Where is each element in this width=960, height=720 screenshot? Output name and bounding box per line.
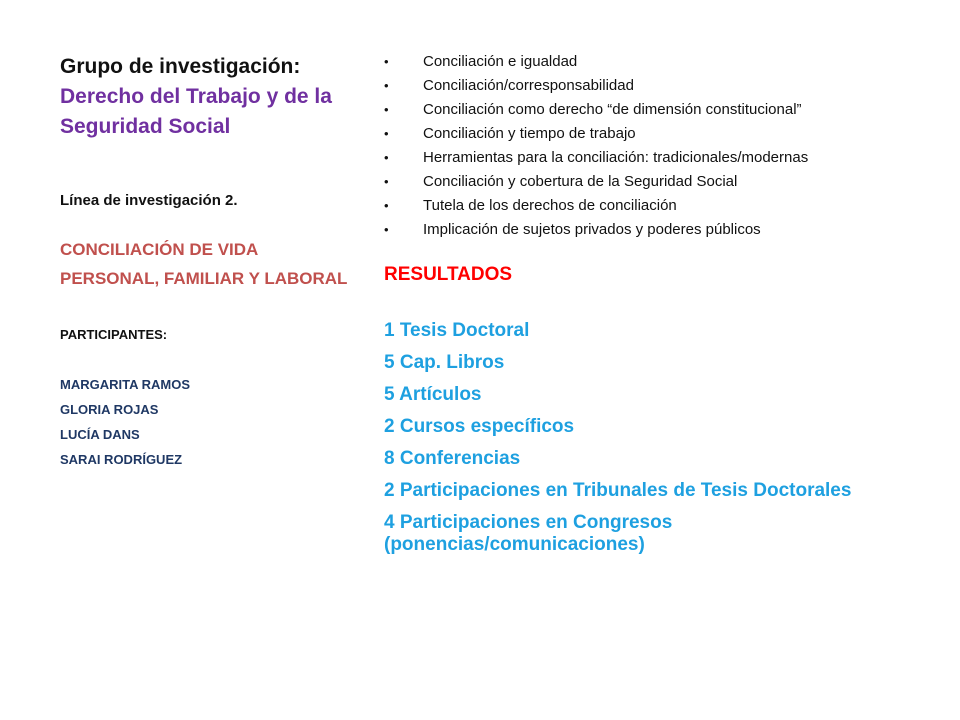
- research-line-label: Línea de investigación 2.: [60, 192, 238, 209]
- bullet-text: Conciliación y tiempo de trabajo: [423, 125, 636, 142]
- bullet-item: [384, 170, 924, 194]
- bullet-icon: •: [384, 78, 389, 93]
- bullet-text: Conciliación y cobertura de la Seguridad Social: [423, 173, 738, 190]
- group-title: Grupo de investigación:: [60, 55, 301, 78]
- bullet-icon: •: [384, 222, 389, 237]
- bullet-icon: •: [384, 198, 389, 213]
- bullet-text: Conciliación/corresponsabilidad: [423, 77, 634, 94]
- bullet-item: [384, 146, 924, 170]
- participant-item: GLORIA ROJAS: [60, 402, 159, 417]
- participant-item: LUCÍA DANS: [60, 427, 140, 442]
- bullet-text: Conciliación e igualdad: [423, 53, 578, 70]
- left-column: [60, 52, 350, 472]
- bullet-item: [384, 122, 924, 146]
- bullet-item: [384, 218, 924, 242]
- result-item: 1 Tesis Doctoral: [384, 320, 530, 341]
- result-item: 2 Participaciones en Tribunales de Tesis Doctorales: [384, 480, 852, 501]
- research-topic: CONCILIACIÓN DE VIDA PERSONAL, FAMILIAR Y LABORAL: [60, 240, 348, 288]
- result-item: 8 Conferencias: [384, 448, 521, 469]
- bullet-icon: •: [384, 126, 389, 141]
- bullet-text: Implicación de sujetos privados y poderes públicos: [423, 221, 761, 238]
- bullet-text: Conciliación como derecho “de dimensión constitucional”: [423, 101, 802, 118]
- bullet-item: [384, 194, 924, 218]
- bullet-text: Tutela de los derechos de conciliación: [423, 197, 677, 214]
- result-item: 5 Cap. Libros: [384, 352, 505, 373]
- group-subtitle: Derecho del Trabajo y de la Seguridad Social: [60, 85, 332, 138]
- results-list: [384, 320, 924, 556]
- topics-bullet-list: [384, 50, 924, 242]
- participants-list: [60, 372, 350, 472]
- result-item: 4 Participaciones en Congresos (ponencias/comunicaciones): [384, 512, 673, 555]
- bullet-item: [384, 98, 924, 122]
- bullet-icon: •: [384, 54, 389, 69]
- bullet-icon: •: [384, 150, 389, 165]
- participants-label: PARTICIPANTES:: [60, 327, 168, 342]
- bullet-item: [384, 74, 924, 98]
- bullet-text: Herramientas para la conciliación: tradicionales/modernas: [423, 149, 809, 166]
- right-column: [384, 50, 924, 566]
- bullet-icon: •: [384, 102, 389, 117]
- results-heading: RESULTADOS: [384, 264, 513, 285]
- participant-item: MARGARITA RAMOS: [60, 377, 190, 392]
- bullet-icon: •: [384, 174, 389, 189]
- result-item: 2 Cursos específicos: [384, 416, 575, 437]
- result-item: 5 Artículos: [384, 384, 482, 405]
- bullet-item: [384, 50, 924, 74]
- participant-item: SARAI RODRÍGUEZ: [60, 452, 183, 467]
